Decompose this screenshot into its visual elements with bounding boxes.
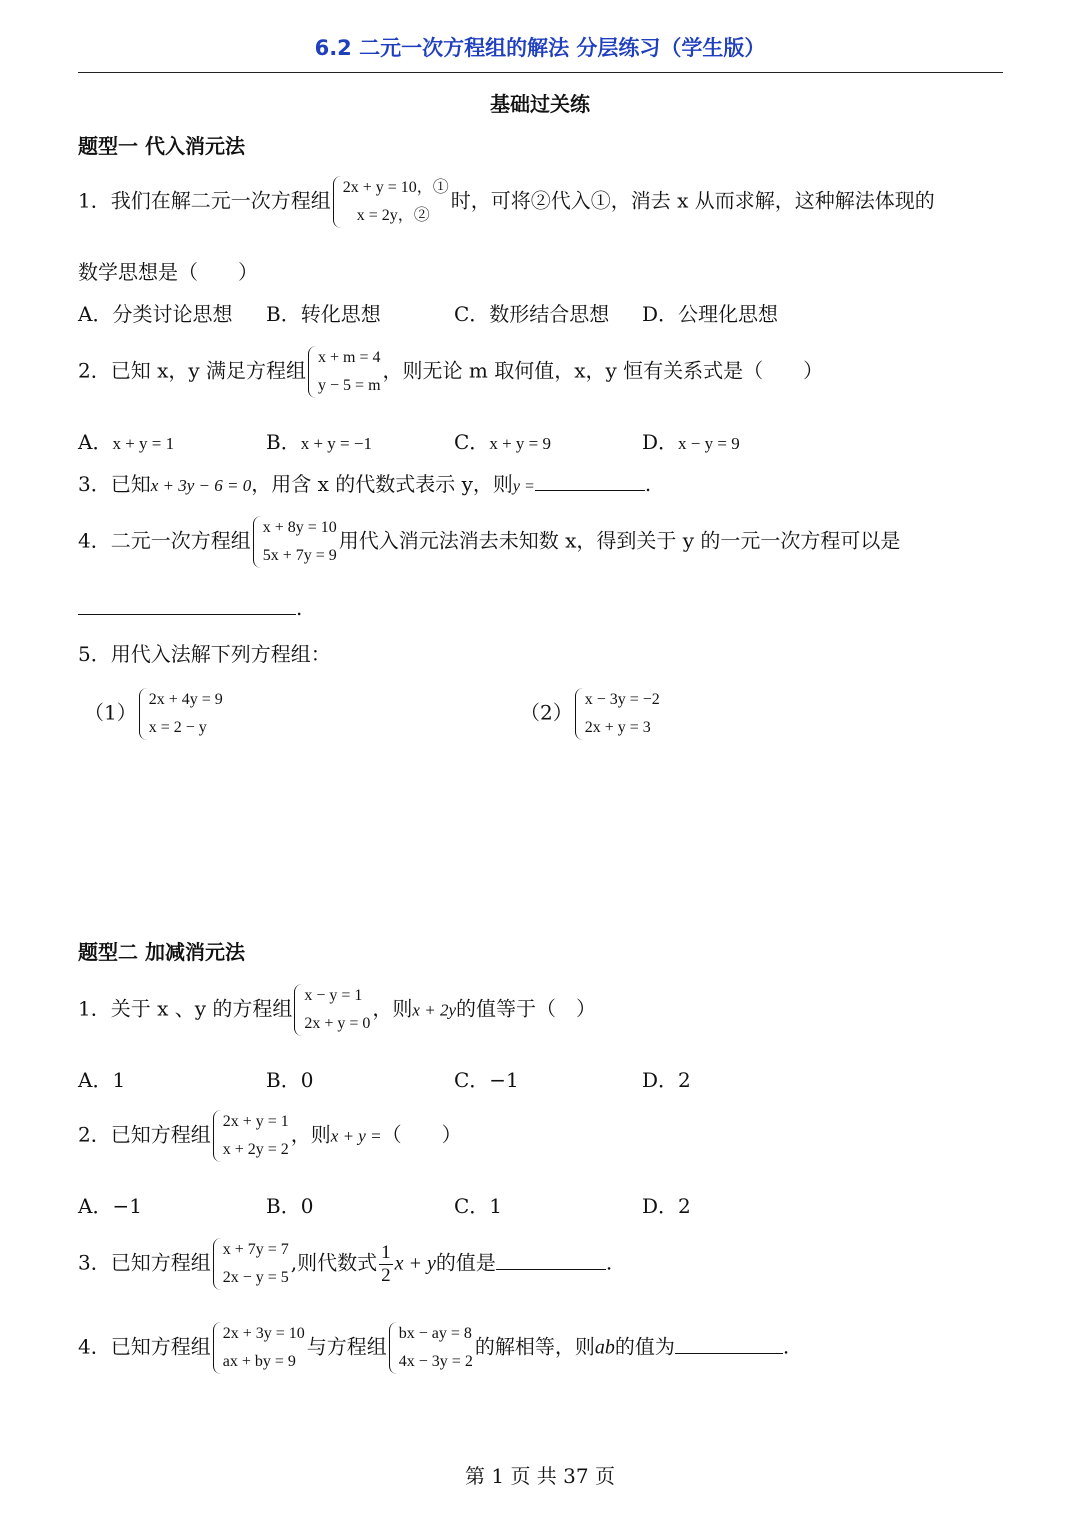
s1-q5-part-2: （2） x − 3y = −2 2x + y = 3	[520, 686, 662, 742]
s1-q2-eq2: y − 5 = m	[318, 377, 381, 394]
s2-q3-system: x + 7y = 7 2x − y = 5	[213, 1236, 289, 1292]
s1-q2-option-b[interactable]: B．x + y = −1	[266, 430, 372, 454]
header-rule	[78, 72, 1003, 73]
s2-q4-answer-blank[interactable]	[675, 1335, 783, 1354]
s1-q2-eq1: x + m = 4	[318, 349, 381, 366]
s2-question-1: 1．关于 x 、y 的方程组 x − y = 1 2x + y = 0 ，则x + 2y的值等于（ ）	[78, 982, 596, 1038]
s1-q2-option-a[interactable]: A．x + y = 1	[78, 430, 175, 454]
page-footer: 第 1 页 共 37 页	[465, 1464, 615, 1488]
s1-q5-part-1: （1） 2x + 4y = 9 x = 2 − y	[84, 686, 225, 742]
s1-q1-option-b[interactable]: B．转化思想	[266, 302, 381, 326]
s1-q1-eq2: x = 2y，②	[356, 207, 430, 224]
s1-q1-option-a[interactable]: A．分类讨论思想	[78, 302, 233, 326]
s1-q2-prefix: 2．已知 x，y 满足方程组	[78, 358, 307, 383]
s2-q4-system-1: 2x + 3y = 10 ax + by = 9	[213, 1320, 305, 1376]
document-title: 6.2 二元一次方程组的解法 分层练习（学生版）	[314, 36, 766, 60]
s2-q1-option-d[interactable]: D．2	[642, 1068, 691, 1092]
s1-q2-option-d[interactable]: D．x − y = 9	[642, 430, 740, 454]
s2-q2-option-a[interactable]: A．−1	[78, 1194, 142, 1218]
s1-q4-answer-blank[interactable]	[78, 596, 296, 615]
s2-q3-answer-blank[interactable]	[496, 1251, 606, 1270]
subtitle: 基础过关练	[490, 92, 590, 116]
s1-q2-suffix: ，则无论 m 取何值，x，y 恒有关系式是（ ）	[382, 358, 824, 383]
s1-q5-p1-system: 2x + 4y = 9 x = 2 − y	[139, 686, 223, 742]
s1-question-2	[78, 344, 823, 400]
s2-q1-system: x − y = 1 2x + y = 0	[294, 982, 370, 1038]
s1-question-4: 4．二元一次方程组 x + 8y = 10 5x + 7y = 9 用代入消元法消去未知数 x，得到关于 y 的一元一次方程可以是	[78, 514, 900, 570]
s2-q2-option-d[interactable]: D．2	[642, 1194, 691, 1218]
s1-q1-system	[333, 174, 449, 230]
s2-question-4: 4．已知方程组 2x + 3y = 10 ax + by = 9 与方程组 bx − ay = 8 4x − 3y = 2 的解相等，则ab的值为 .	[78, 1320, 789, 1376]
s2-q1-option-c[interactable]: C．−1	[454, 1068, 519, 1092]
s1-q2-system	[308, 344, 381, 400]
s1-q1-option-c[interactable]: C．数形结合思想	[454, 302, 610, 326]
section-heading-1: 题型一 代入消元法	[78, 134, 245, 158]
s1-q1-eq1: 2x + y = 10，①	[342, 179, 449, 196]
s2-question-3: 3．已知方程组 x + 7y = 7 2x − y = 5 ,则代数式 $\frac{1}{2}$ x + y的值是 .	[78, 1236, 612, 1292]
s1-q1-option-d[interactable]: D．公理化思想	[642, 302, 779, 326]
s2-q2-option-b[interactable]: B．0	[266, 1194, 314, 1218]
s1-q1-prefix: 1．我们在解二元一次方程组	[78, 188, 331, 213]
s1-q1-suffix: 时，可将②代入①，消去 x 从而求解，这种解法体现的	[450, 188, 935, 213]
s1-q3-equation: x + 3y − 6 = 0	[150, 476, 252, 495]
s1-q4-answer-line: .	[78, 596, 302, 620]
s1-question-5: 5．用代入法解下列方程组：	[78, 642, 331, 666]
s2-q2-option-c[interactable]: C．1	[454, 1194, 503, 1218]
s1-q4-system	[253, 514, 337, 570]
s1-q2-option-c[interactable]: C．x + y = 9	[454, 430, 551, 454]
s1-q3-answer-blank[interactable]	[535, 472, 645, 491]
s2-q2-system: 2x + y = 1 x + 2y = 2	[213, 1108, 289, 1164]
s2-q1-option-b[interactable]: B．0	[266, 1068, 314, 1092]
s1-q4-eq2: 5x + 7y = 9	[262, 547, 337, 564]
s2-q3-fraction: $\frac{1}{2}$	[381, 1241, 391, 1286]
s1-q1-line2: 数学思想是（ ）	[78, 260, 258, 284]
s2-question-2: 2．已知方程组 2x + y = 1 x + 2y = 2 ，则x + y =（ ）	[78, 1108, 462, 1164]
section-heading-2: 题型二 加减消元法	[78, 940, 245, 964]
s2-q1-option-a[interactable]: A．1	[78, 1068, 126, 1092]
s1-question-1	[78, 174, 935, 230]
s1-q4-eq1: x + 8y = 10	[262, 519, 337, 536]
s2-q4-system-2: bx − ay = 8 4x − 3y = 2	[389, 1320, 473, 1376]
s1-q5-p2-system: x − 3y = −2 2x + y = 3	[575, 686, 660, 742]
s1-question-3: 3．已知x + 3y − 6 = 0，用含 x 的代数式表示 y，则y = .	[78, 472, 652, 496]
